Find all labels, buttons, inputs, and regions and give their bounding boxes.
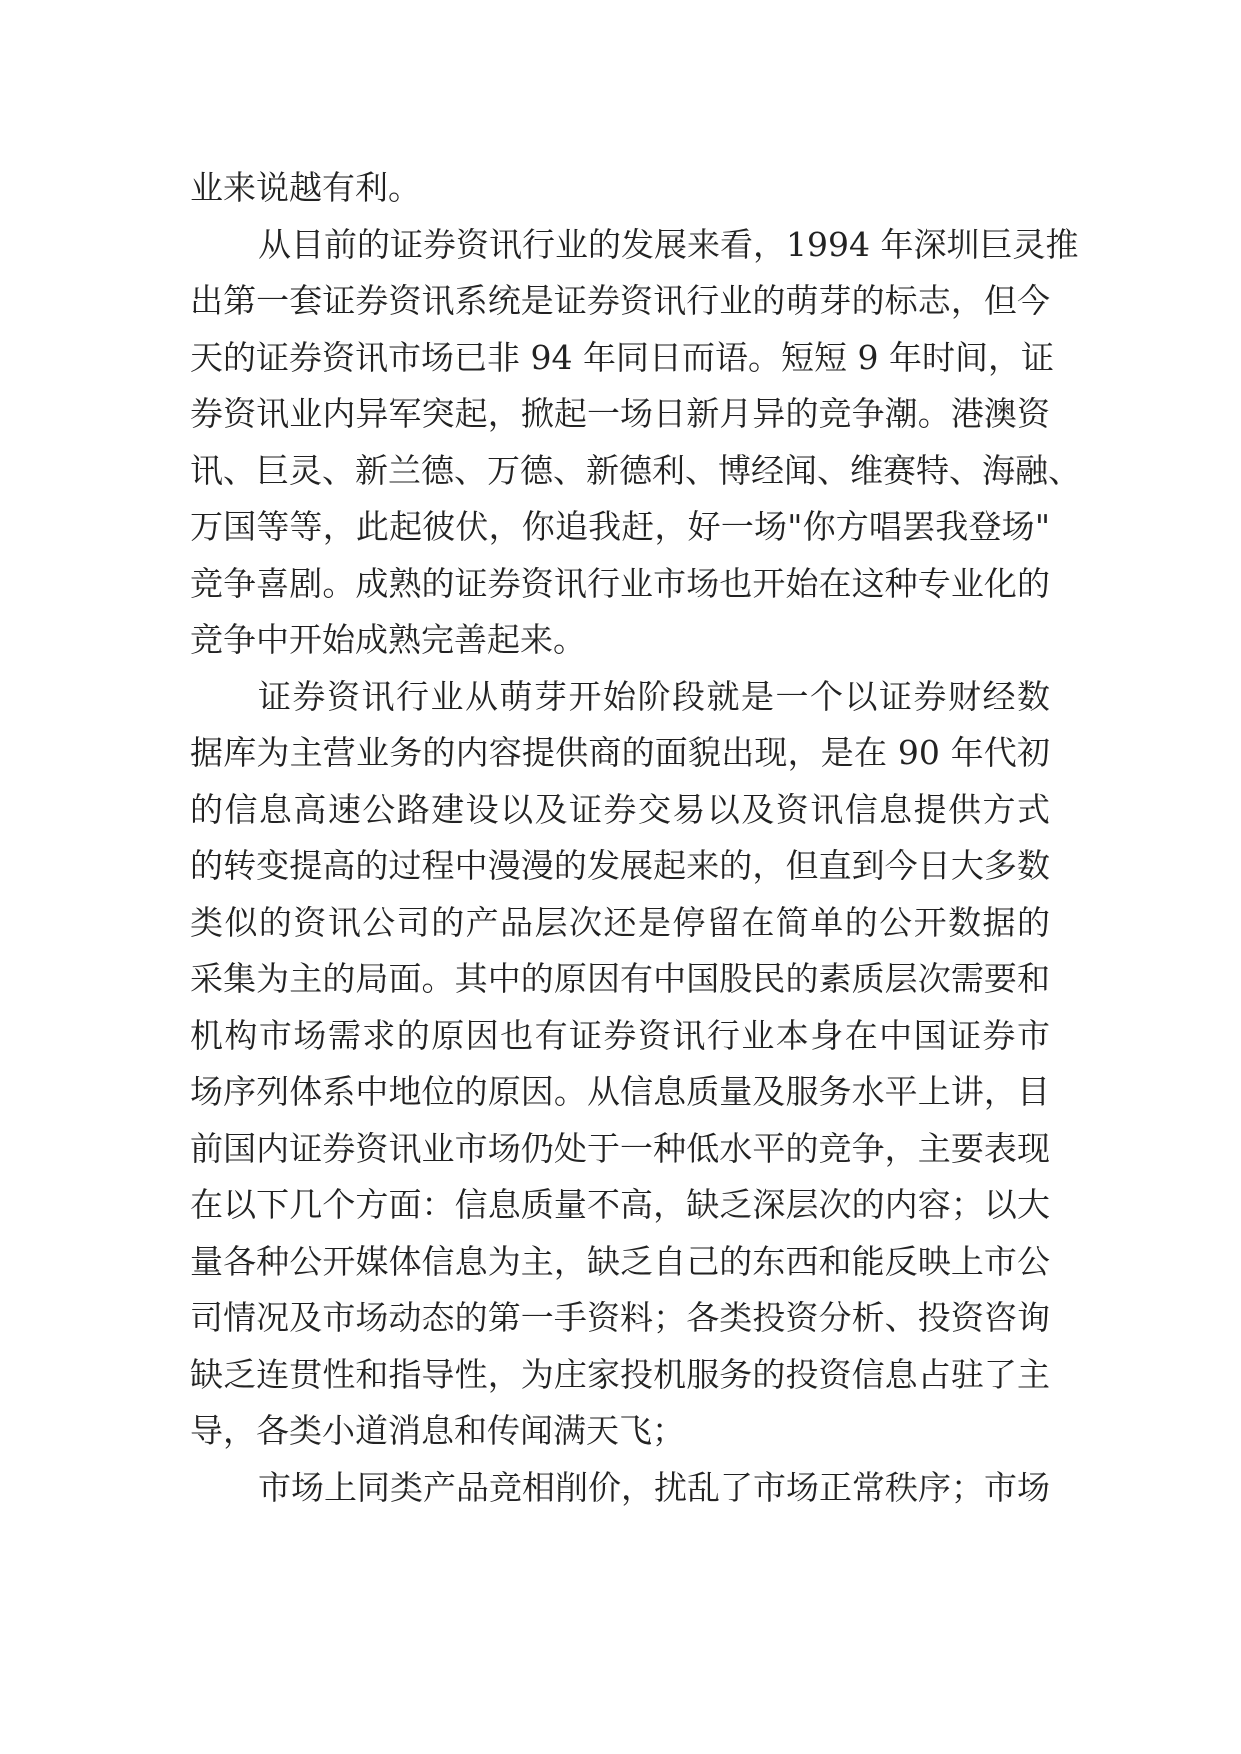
text-line: 证券资讯行业从萌芽开始阶段就是一个以证券财经数 xyxy=(258,676,1050,716)
paragraph xyxy=(190,1460,1050,1517)
text-line: 的转变提高的过程中漫漫的发展起来的，但直到今日大多数 xyxy=(190,846,1050,885)
text-line: 前国内证券资讯业市场仍处于一种低水平的竞争，主要表现 xyxy=(190,1128,1050,1168)
text-line: 的信息高速公路建设以及证券交易以及资讯信息提供方式 xyxy=(190,789,1050,829)
text-line: 司情况及市场动态的第一手资料；各类投资分析、投资咨询 xyxy=(190,1298,1050,1337)
text-line: 市场上同类产品竞相削价，扰乱了市场正常秩序；市场 xyxy=(258,1467,1050,1507)
text-line: 类似的资讯公司的产品层次还是停留在简单的公开数据的 xyxy=(190,902,1050,942)
text-line: 导，各类小道消息和传闻满天飞； xyxy=(190,1411,685,1450)
text-line: 竞争喜剧。成熟的证券资讯行业市场也开始在这种专业化的 xyxy=(190,563,1050,603)
text-line: 量各种公开媒体信息为主，缺乏自己的东西和能反映上市公 xyxy=(190,1241,1050,1281)
text-line: 券资讯业内异军突起，掀起一场日新月异的竞争潮。港澳资 xyxy=(190,394,1050,433)
paragraph xyxy=(190,669,1050,1460)
text-line: 讯、巨灵、新兰德、万德、新德利、博经闻、维赛特、海融、 xyxy=(190,450,1081,490)
paragraph xyxy=(190,160,1050,217)
text-line: 缺乏连贯性和指导性，为庄家投机服务的投资信息占驻了主 xyxy=(190,1354,1050,1394)
document-body xyxy=(190,160,1081,1516)
text-line: 出第一套证券资讯系统是证券资讯行业的萌芽的标志，但今 xyxy=(190,281,1050,320)
text-line: 从目前的证券资讯行业的发展来看，1994 年深圳巨灵推 xyxy=(258,224,1079,264)
paragraph xyxy=(190,217,1081,669)
text-line: 机构市场需求的原因也有证券资讯行业本身在中国证券市 xyxy=(190,1015,1050,1055)
text-line: 万国等等，此起彼伏，你追我赶，好一场"你方唱罢我登场" xyxy=(190,507,1050,546)
text-line: 场序列体系中地位的原因。从信息质量及服务水平上讲，目 xyxy=(190,1072,1050,1111)
text-line: 据库为主营业务的内容提供商的面貌出现，是在 90 年代初 xyxy=(190,733,1050,772)
text-line: 竞争中开始成熟完善起来。 xyxy=(190,620,586,659)
text-line: 在以下几个方面：信息质量不高，缺乏深层次的内容；以大 xyxy=(190,1185,1050,1224)
text-line: 采集为主的局面。其中的原因有中国股民的素质层次需要和 xyxy=(190,959,1050,998)
text-line: 业来说越有利。 xyxy=(190,168,421,207)
text-line: 天的证券资讯市场已非 94 年同日而语。短短 9 年时间，证 xyxy=(190,337,1054,377)
